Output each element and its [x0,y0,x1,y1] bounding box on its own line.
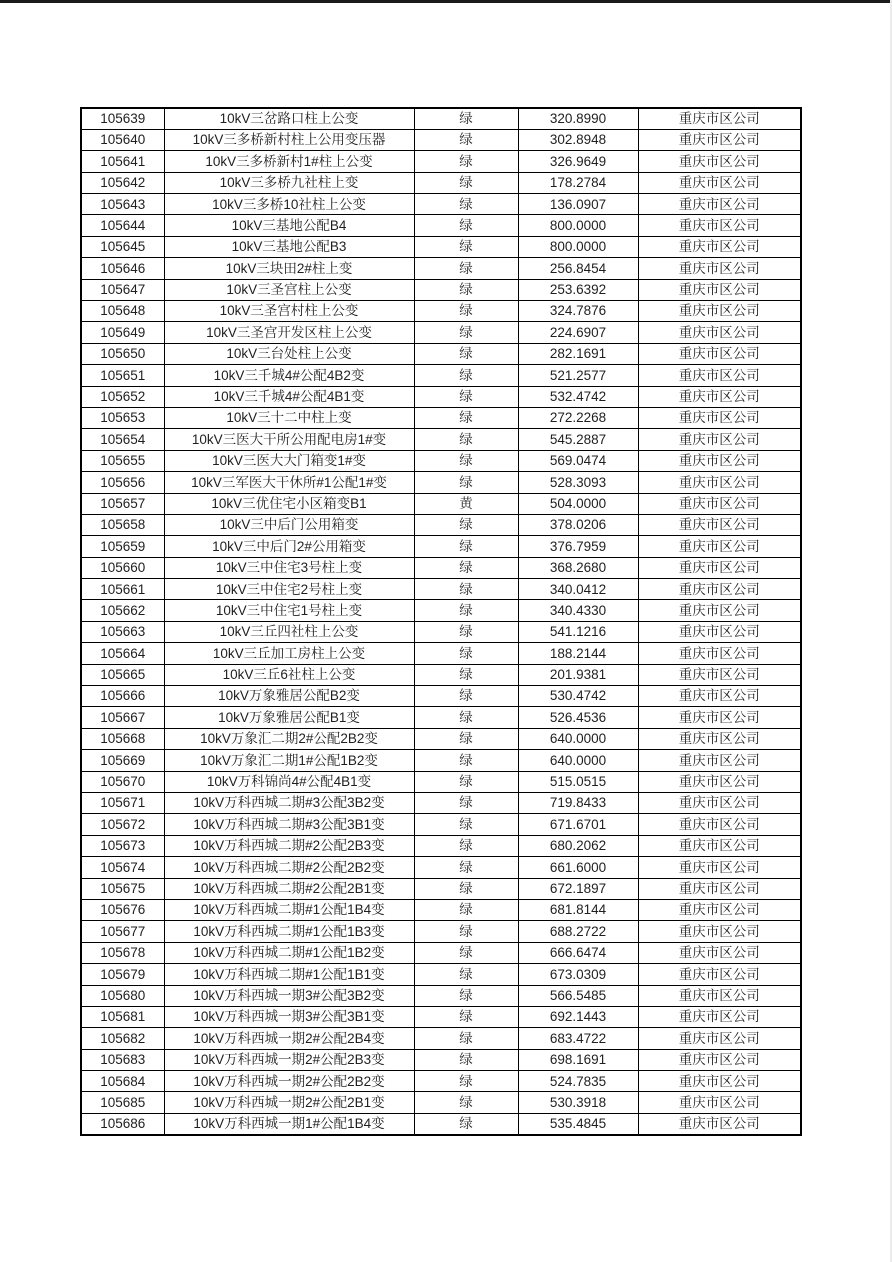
device-name-cell: 10kV三中后门2#公用箱变 [164,536,414,557]
device-name-cell: 10kV三十二中柱上变 [164,407,414,428]
table-row [81,215,801,236]
device-name-cell: 10kV三军医大干休所#1公配1#变 [164,472,414,493]
device-name-cell: 10kV三基地公配B4 [164,215,414,236]
company-cell: 重庆市区公司 [638,172,801,193]
status-cell: 绿 [414,643,518,664]
capacity-value-cell: 504.0000 [518,493,638,514]
device-name-cell: 10kV三丘6社柱上公变 [164,664,414,685]
table-row [81,793,801,814]
status-cell: 绿 [414,793,518,814]
status-cell: 绿 [414,814,518,835]
table-row [81,108,801,129]
capacity-value-cell: 719.8433 [518,793,638,814]
row-id-cell: 105646 [81,258,164,279]
capacity-value-cell: 683.4722 [518,1028,638,1049]
row-id-cell: 105664 [81,643,164,664]
company-cell: 重庆市区公司 [638,514,801,535]
device-name-cell: 10kV三台处柱上公变 [164,343,414,364]
table-row [81,236,801,257]
status-cell: 绿 [414,835,518,856]
company-cell: 重庆市区公司 [638,386,801,407]
device-name-cell: 10kV万象雅居公配B2变 [164,686,414,707]
status-cell: 绿 [414,771,518,792]
device-name-cell: 10kV三千城4#公配4B2变 [164,365,414,386]
row-id-cell: 105674 [81,857,164,878]
status-cell: 绿 [414,536,518,557]
company-cell: 重庆市区公司 [638,899,801,920]
row-id-cell: 105683 [81,1049,164,1070]
row-id-cell: 105669 [81,750,164,771]
table-row [81,514,801,535]
company-cell: 重庆市区公司 [638,151,801,172]
status-cell: 绿 [414,514,518,535]
company-cell: 重庆市区公司 [638,643,801,664]
row-id-cell: 105641 [81,151,164,172]
capacity-value-cell: 340.4330 [518,600,638,621]
capacity-value-cell: 272.2268 [518,407,638,428]
capacity-value-cell: 320.8990 [518,108,638,129]
table-row [81,450,801,471]
status-cell: 绿 [414,664,518,685]
capacity-value-cell: 224.6907 [518,322,638,343]
capacity-value-cell: 256.8454 [518,258,638,279]
company-cell: 重庆市区公司 [638,472,801,493]
device-name-cell: 10kV万科西城二期#2公配2B2变 [164,857,414,878]
status-cell: 绿 [414,343,518,364]
company-cell: 重庆市区公司 [638,258,801,279]
row-id-cell: 105665 [81,664,164,685]
table-row [81,878,801,899]
capacity-value-cell: 530.4742 [518,686,638,707]
capacity-value-cell: 688.2722 [518,921,638,942]
table-row [81,600,801,621]
device-name-cell: 10kV三多桥10社柱上公变 [164,194,414,215]
page-top-border [0,0,892,3]
status-cell: 绿 [414,878,518,899]
row-id-cell: 105679 [81,964,164,985]
table-row [81,343,801,364]
device-name-cell: 10kV三多桥九社柱上变 [164,172,414,193]
table-row [81,579,801,600]
row-id-cell: 105680 [81,985,164,1006]
company-cell: 重庆市区公司 [638,215,801,236]
table-row [81,493,801,514]
capacity-value-cell: 800.0000 [518,215,638,236]
row-id-cell: 105670 [81,771,164,792]
company-cell: 重庆市区公司 [638,279,801,300]
status-cell: 绿 [414,429,518,450]
status-cell: 绿 [414,750,518,771]
row-id-cell: 105651 [81,365,164,386]
table-row [81,1113,801,1134]
company-cell: 重庆市区公司 [638,1049,801,1070]
row-id-cell: 105662 [81,600,164,621]
company-cell: 重庆市区公司 [638,1006,801,1027]
device-name-cell: 10kV三圣宫村柱上公变 [164,301,414,322]
device-name-cell: 10kV万科西城一期3#公配3B1变 [164,1006,414,1027]
device-name-cell: 10kV三医大大门箱变1#变 [164,450,414,471]
company-cell: 重庆市区公司 [638,814,801,835]
company-cell: 重庆市区公司 [638,942,801,963]
table-row [81,921,801,942]
company-cell: 重庆市区公司 [638,600,801,621]
company-cell: 重庆市区公司 [638,964,801,985]
table-row [81,728,801,749]
capacity-value-cell: 302.8948 [518,129,638,150]
table-row [81,258,801,279]
table-row [81,686,801,707]
device-name-cell: 10kV三中住宅1号柱上变 [164,600,414,621]
row-id-cell: 105672 [81,814,164,835]
capacity-value-cell: 524.7835 [518,1071,638,1092]
device-name-cell: 10kV万科西城一期3#公配3B2变 [164,985,414,1006]
company-cell: 重庆市区公司 [638,108,801,129]
capacity-value-cell: 666.6474 [518,942,638,963]
capacity-value-cell: 178.2784 [518,172,638,193]
row-id-cell: 105686 [81,1113,164,1134]
company-cell: 重庆市区公司 [638,407,801,428]
device-table-body [81,108,801,1135]
device-name-cell: 10kV万科西城二期#3公配3B1变 [164,814,414,835]
capacity-value-cell: 326.9649 [518,151,638,172]
capacity-value-cell: 528.3093 [518,472,638,493]
table-row [81,365,801,386]
row-id-cell: 105678 [81,942,164,963]
device-name-cell: 10kV三千城4#公配4B1变 [164,386,414,407]
device-name-cell: 10kV三基地公配B3 [164,236,414,257]
status-cell: 绿 [414,942,518,963]
company-cell: 重庆市区公司 [638,686,801,707]
company-cell: 重庆市区公司 [638,536,801,557]
row-id-cell: 105676 [81,899,164,920]
device-name-cell: 10kV三圣宫柱上公变 [164,279,414,300]
table-row [81,1006,801,1027]
status-cell: 绿 [414,194,518,215]
device-name-cell: 10kV万科西城二期#2公配2B1变 [164,878,414,899]
row-id-cell: 105653 [81,407,164,428]
capacity-value-cell: 530.3918 [518,1092,638,1113]
table-row [81,536,801,557]
company-cell: 重庆市区公司 [638,835,801,856]
table-row [81,621,801,642]
capacity-value-cell: 671.6701 [518,814,638,835]
device-table [80,107,802,1136]
capacity-value-cell: 532.4742 [518,386,638,407]
device-name-cell: 10kV三中后门公用箱变 [164,514,414,535]
device-name-cell: 10kV万科西城二期#1公配1B1变 [164,964,414,985]
row-id-cell: 105655 [81,450,164,471]
capacity-value-cell: 680.2062 [518,835,638,856]
row-id-cell: 105675 [81,878,164,899]
status-cell: 绿 [414,857,518,878]
status-cell: 绿 [414,258,518,279]
table-row [81,429,801,450]
table-row [81,985,801,1006]
capacity-value-cell: 340.0412 [518,579,638,600]
row-id-cell: 105677 [81,921,164,942]
capacity-value-cell: 640.0000 [518,728,638,749]
row-id-cell: 105671 [81,793,164,814]
row-id-cell: 105642 [81,172,164,193]
status-cell: 绿 [414,686,518,707]
row-id-cell: 105668 [81,728,164,749]
device-name-cell: 10kV三多桥新村1#柱上公变 [164,151,414,172]
company-cell: 重庆市区公司 [638,985,801,1006]
row-id-cell: 105648 [81,301,164,322]
device-name-cell: 10kV万科西城一期2#公配2B3变 [164,1049,414,1070]
table-row [81,472,801,493]
device-name-cell: 10kV万科西城一期2#公配2B1变 [164,1092,414,1113]
status-cell: 绿 [414,600,518,621]
status-cell: 绿 [414,472,518,493]
company-cell: 重庆市区公司 [638,1071,801,1092]
status-cell: 绿 [414,407,518,428]
row-id-cell: 105658 [81,514,164,535]
company-cell: 重庆市区公司 [638,301,801,322]
status-cell: 绿 [414,108,518,129]
status-cell: 绿 [414,728,518,749]
status-cell: 绿 [414,386,518,407]
device-name-cell: 10kV三医大干所公用配电房1#变 [164,429,414,450]
table-row [81,643,801,664]
capacity-value-cell: 526.4536 [518,707,638,728]
status-cell: 绿 [414,322,518,343]
capacity-value-cell: 569.0474 [518,450,638,471]
table-row [81,1071,801,1092]
table-row [81,771,801,792]
table-row [81,279,801,300]
status-cell: 绿 [414,1113,518,1134]
row-id-cell: 105645 [81,236,164,257]
row-id-cell: 105673 [81,835,164,856]
table-row [81,407,801,428]
capacity-value-cell: 378.0206 [518,514,638,535]
status-cell: 绿 [414,151,518,172]
company-cell: 重庆市区公司 [638,621,801,642]
status-cell: 黄 [414,493,518,514]
table-row [81,942,801,963]
capacity-value-cell: 368.2680 [518,557,638,578]
device-name-cell: 10kV三中住宅2号柱上变 [164,579,414,600]
capacity-value-cell: 566.5485 [518,985,638,1006]
status-cell: 绿 [414,236,518,257]
capacity-value-cell: 535.4845 [518,1113,638,1134]
company-cell: 重庆市区公司 [638,707,801,728]
device-name-cell: 10kV万科西城二期#1公配1B2变 [164,942,414,963]
table-row [81,750,801,771]
table-row [81,814,801,835]
status-cell: 绿 [414,172,518,193]
row-id-cell: 105685 [81,1092,164,1113]
company-cell: 重庆市区公司 [638,365,801,386]
company-cell: 重庆市区公司 [638,236,801,257]
device-name-cell: 10kV三圣宫开发区柱上公变 [164,322,414,343]
table-row [81,664,801,685]
row-id-cell: 105640 [81,129,164,150]
capacity-value-cell: 681.8144 [518,899,638,920]
company-cell: 重庆市区公司 [638,322,801,343]
status-cell: 绿 [414,579,518,600]
status-cell: 绿 [414,557,518,578]
row-id-cell: 105663 [81,621,164,642]
company-cell: 重庆市区公司 [638,750,801,771]
company-cell: 重庆市区公司 [638,450,801,471]
row-id-cell: 105681 [81,1006,164,1027]
company-cell: 重庆市区公司 [638,728,801,749]
capacity-value-cell: 698.1691 [518,1049,638,1070]
status-cell: 绿 [414,129,518,150]
company-cell: 重庆市区公司 [638,1028,801,1049]
company-cell: 重庆市区公司 [638,878,801,899]
table-row [81,1092,801,1113]
company-cell: 重庆市区公司 [638,429,801,450]
capacity-value-cell: 672.1897 [518,878,638,899]
row-id-cell: 105644 [81,215,164,236]
status-cell: 绿 [414,985,518,1006]
device-name-cell: 10kV万科西城一期1#公配1B4变 [164,1113,414,1134]
status-cell: 绿 [414,215,518,236]
capacity-value-cell: 253.6392 [518,279,638,300]
company-cell: 重庆市区公司 [638,579,801,600]
row-id-cell: 105660 [81,557,164,578]
device-name-cell: 10kV三多桥新村柱上公用变压器 [164,129,414,150]
capacity-value-cell: 136.0907 [518,194,638,215]
company-cell: 重庆市区公司 [638,857,801,878]
row-id-cell: 105667 [81,707,164,728]
device-name-cell: 10kV三丘加工房柱上公变 [164,643,414,664]
status-cell: 绿 [414,1006,518,1027]
table-row [81,899,801,920]
device-name-cell: 10kV万科锦尚4#公配4B1变 [164,771,414,792]
device-name-cell: 10kV万科西城二期#1公配1B4变 [164,899,414,920]
device-name-cell: 10kV万科西城二期#2公配2B3变 [164,835,414,856]
capacity-value-cell: 692.1443 [518,1006,638,1027]
device-name-cell: 10kV万科西城二期#1公配1B3变 [164,921,414,942]
capacity-value-cell: 521.2577 [518,365,638,386]
capacity-value-cell: 376.7959 [518,536,638,557]
device-name-cell: 10kV三岔路口柱上公变 [164,108,414,129]
row-id-cell: 105654 [81,429,164,450]
status-cell: 绿 [414,921,518,942]
table-row [81,129,801,150]
capacity-value-cell: 188.2144 [518,643,638,664]
table-row [81,386,801,407]
status-cell: 绿 [414,1092,518,1113]
row-id-cell: 105639 [81,108,164,129]
row-id-cell: 105649 [81,322,164,343]
device-name-cell: 10kV三丘四社柱上公变 [164,621,414,642]
table-row [81,1028,801,1049]
capacity-value-cell: 541.1216 [518,621,638,642]
row-id-cell: 105647 [81,279,164,300]
table-row [81,835,801,856]
device-name-cell: 10kV三中住宅3号柱上变 [164,557,414,578]
capacity-value-cell: 800.0000 [518,236,638,257]
table-row [81,964,801,985]
status-cell: 绿 [414,1049,518,1070]
row-id-cell: 105659 [81,536,164,557]
status-cell: 绿 [414,1071,518,1092]
device-name-cell: 10kV万科西城二期#3公配3B2变 [164,793,414,814]
capacity-value-cell: 282.1691 [518,343,638,364]
table-row [81,301,801,322]
capacity-value-cell: 515.0515 [518,771,638,792]
table-row [81,857,801,878]
company-cell: 重庆市区公司 [638,793,801,814]
capacity-value-cell: 545.2887 [518,429,638,450]
device-name-cell: 10kV万象汇二期2#公配2B2变 [164,728,414,749]
capacity-value-cell: 640.0000 [518,750,638,771]
company-cell: 重庆市区公司 [638,921,801,942]
status-cell: 绿 [414,1028,518,1049]
device-name-cell: 10kV万科西城一期2#公配2B4变 [164,1028,414,1049]
table-row [81,194,801,215]
capacity-value-cell: 673.0309 [518,964,638,985]
status-cell: 绿 [414,621,518,642]
capacity-value-cell: 201.9381 [518,664,638,685]
device-name-cell: 10kV三块田2#柱上变 [164,258,414,279]
company-cell: 重庆市区公司 [638,129,801,150]
company-cell: 重庆市区公司 [638,1113,801,1134]
status-cell: 绿 [414,899,518,920]
table-row [81,151,801,172]
row-id-cell: 105657 [81,493,164,514]
status-cell: 绿 [414,301,518,322]
row-id-cell: 105666 [81,686,164,707]
status-cell: 绿 [414,365,518,386]
table-row [81,1049,801,1070]
company-cell: 重庆市区公司 [638,557,801,578]
row-id-cell: 105682 [81,1028,164,1049]
status-cell: 绿 [414,279,518,300]
table-row [81,172,801,193]
device-name-cell: 10kV三优住宅小区箱变B1 [164,493,414,514]
row-id-cell: 105652 [81,386,164,407]
company-cell: 重庆市区公司 [638,1092,801,1113]
device-name-cell: 10kV万象雅居公配B1变 [164,707,414,728]
company-cell: 重庆市区公司 [638,194,801,215]
row-id-cell: 105650 [81,343,164,364]
row-id-cell: 105656 [81,472,164,493]
table-row [81,557,801,578]
device-name-cell: 10kV万科西城一期2#公配2B2变 [164,1071,414,1092]
row-id-cell: 105643 [81,194,164,215]
capacity-value-cell: 661.6000 [518,857,638,878]
device-name-cell: 10kV万象汇二期1#公配1B2变 [164,750,414,771]
status-cell: 绿 [414,450,518,471]
table-row [81,322,801,343]
company-cell: 重庆市区公司 [638,664,801,685]
company-cell: 重庆市区公司 [638,771,801,792]
status-cell: 绿 [414,707,518,728]
row-id-cell: 105684 [81,1071,164,1092]
company-cell: 重庆市区公司 [638,493,801,514]
row-id-cell: 105661 [81,579,164,600]
table-row [81,707,801,728]
capacity-value-cell: 324.7876 [518,301,638,322]
company-cell: 重庆市区公司 [638,343,801,364]
status-cell: 绿 [414,964,518,985]
